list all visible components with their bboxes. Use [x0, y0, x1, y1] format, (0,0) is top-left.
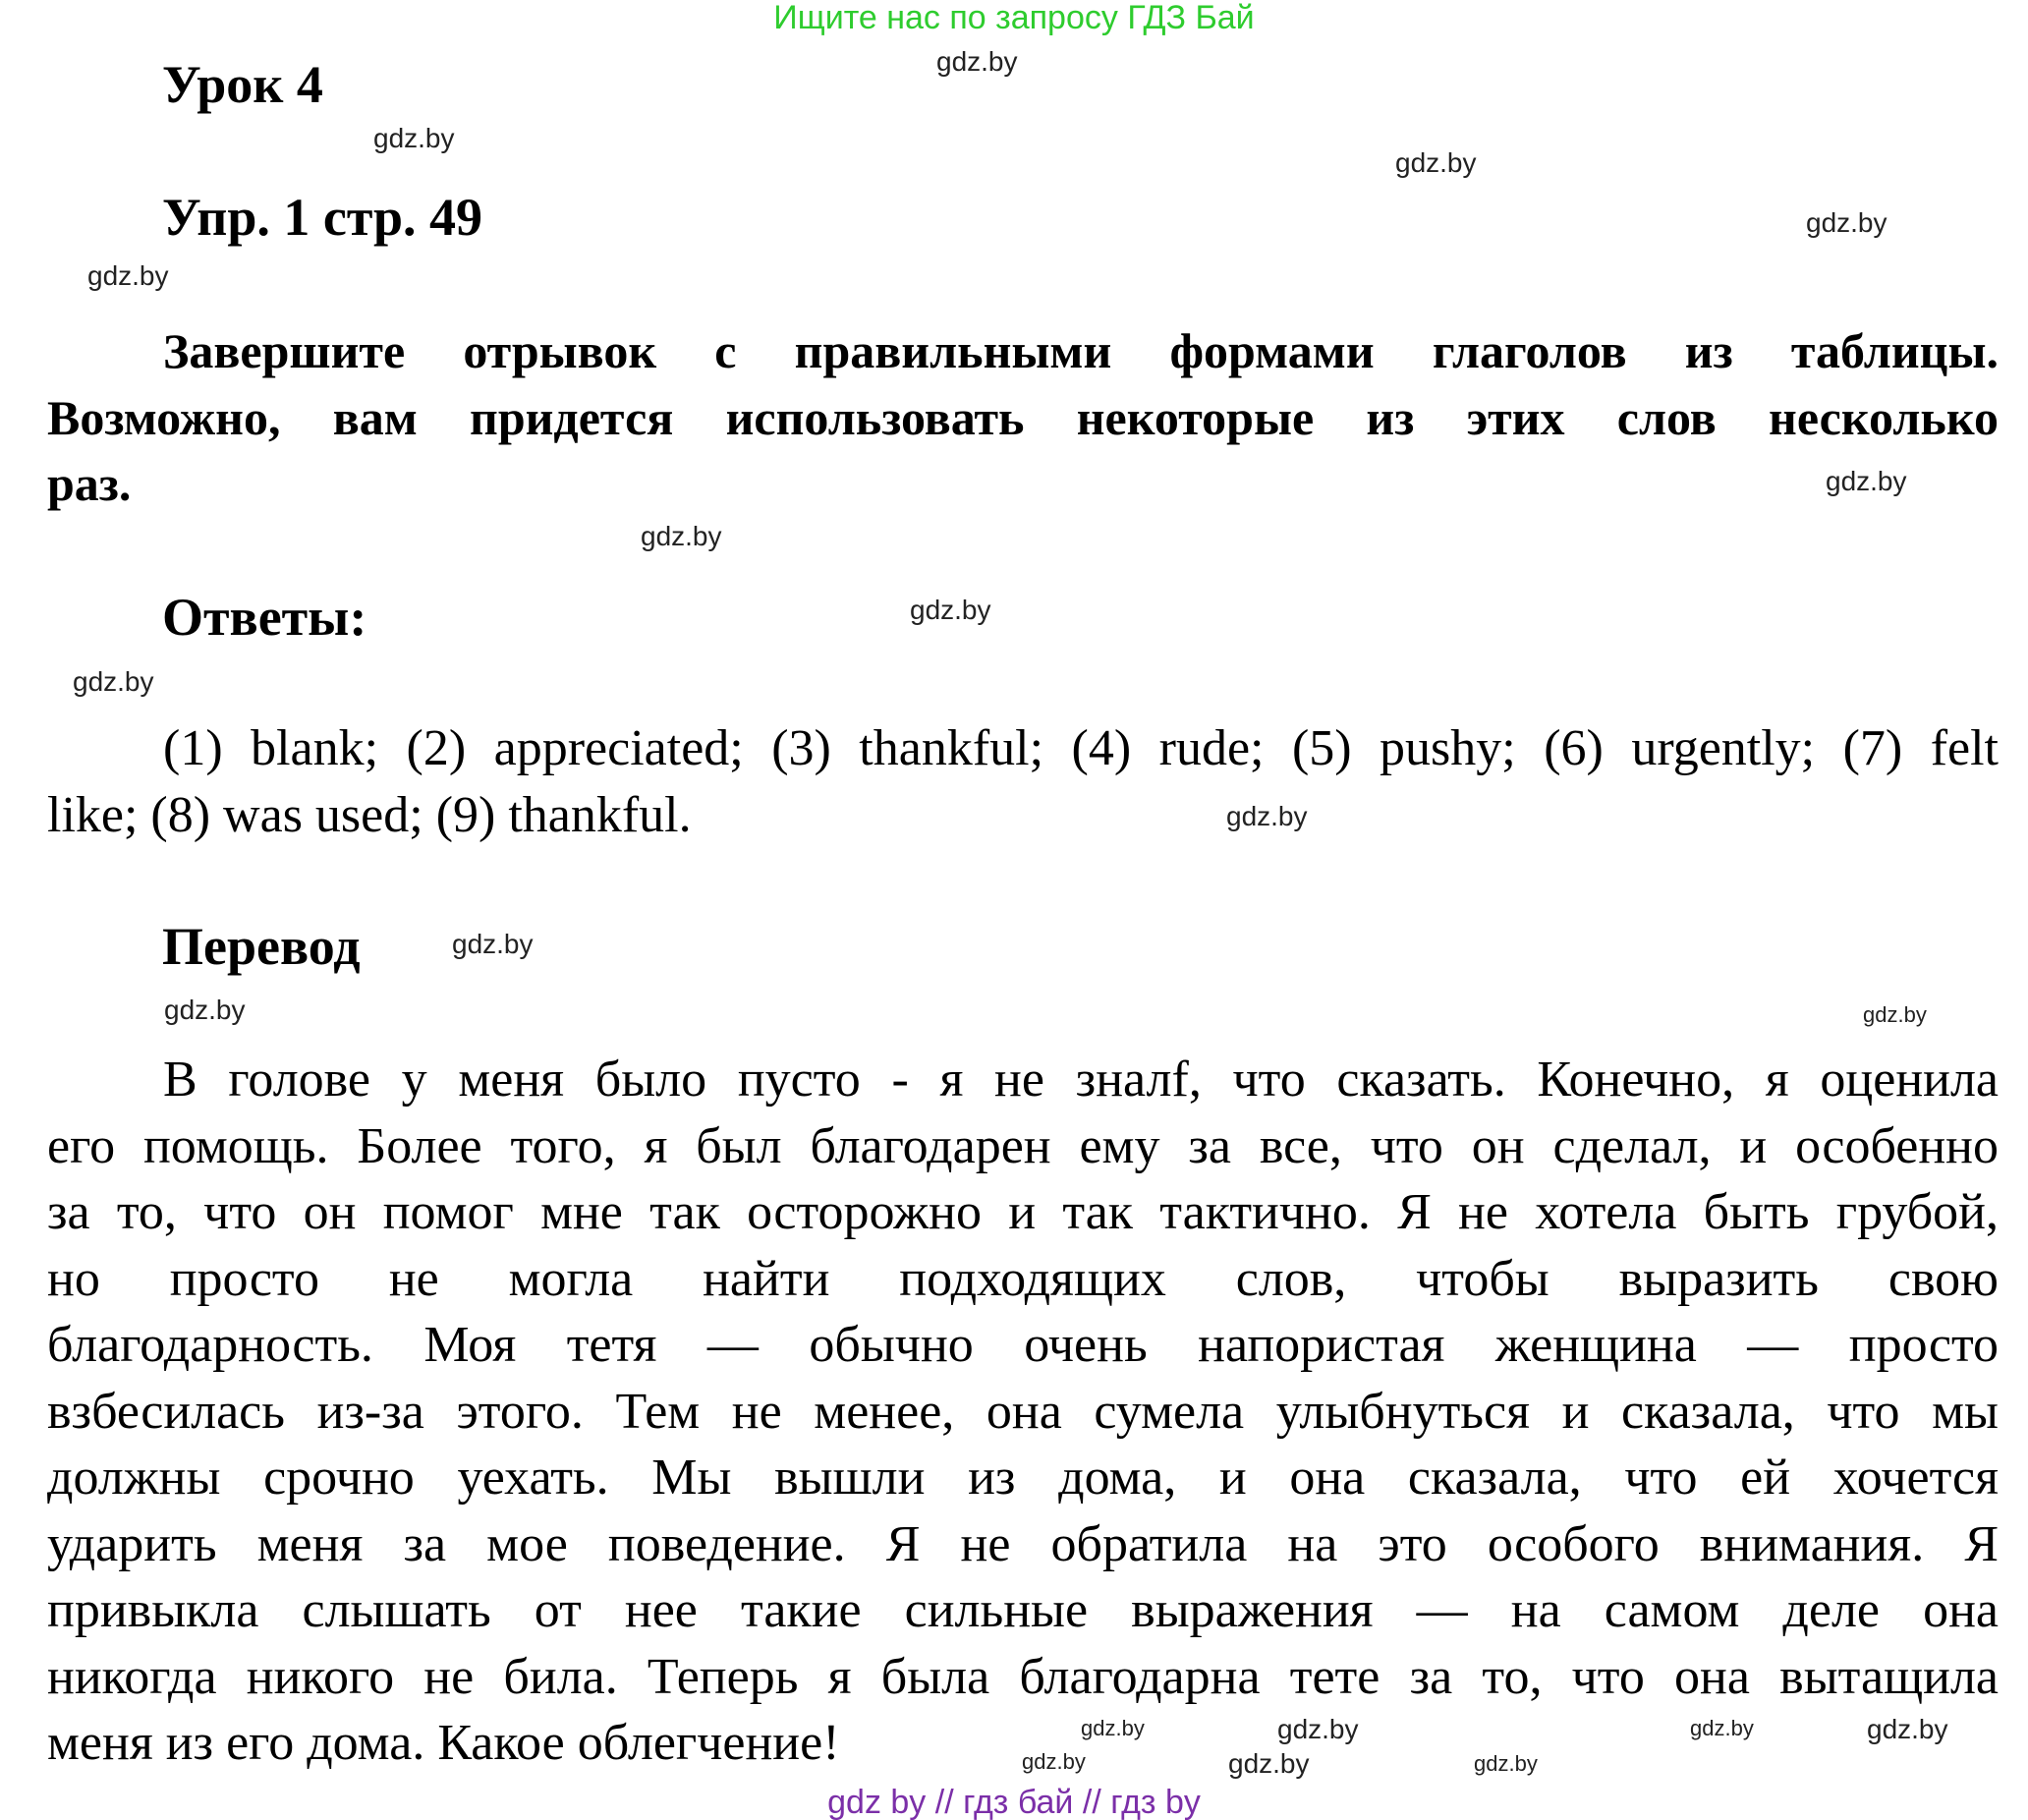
answers-paragraph	[47, 715, 1999, 848]
answers-line: (1) blank; (2) appreciated; (3) thankful; (4) rude; (5) pushy; (6) urgently; (7) felt	[163, 720, 1999, 776]
translation-paragraph	[47, 1047, 1999, 1777]
watermark: gdz.by	[1022, 1749, 1086, 1774]
top-banner: Ищите нас по запросу ГДЗ Бай	[773, 0, 1255, 36]
watermark: gdz.by	[87, 260, 169, 291]
translation-line: но просто не могла найти подходящих слов, чтобы выразить свою	[47, 1250, 1999, 1307]
instruction-line: Возможно, вам придется использовать некоторые из этих слов несколько	[47, 389, 1999, 445]
watermark: gdz.by	[1081, 1716, 1145, 1740]
translation-line: благодарность. Моя тетя — обычно очень напористая женщина — просто	[47, 1317, 1999, 1373]
watermark: gdz.by	[1826, 466, 1907, 496]
translation-line: его помощь. Более того, я был благодарен ему за все, что он сделал, и особенно	[47, 1117, 1999, 1174]
translation-line: В голове у меня было пусто - я не зналf, что сказать. Конечно, я оценила	[163, 1052, 1999, 1108]
watermark: gdz.by	[1277, 1714, 1359, 1744]
translation-line: взбесилась из-за этого. Тем не менее, она сумела улыбнуться и сказала, что мы	[47, 1383, 1999, 1440]
instruction-paragraph	[47, 318, 1999, 518]
watermark: gdz.by	[1690, 1716, 1754, 1740]
lesson-title: Урок 4	[162, 55, 323, 114]
translation-line: за то, что он помог мне так осторожно и так тактично. Я не хотела быть грубой,	[47, 1184, 1999, 1240]
watermark: gdz.by	[1863, 1002, 1927, 1027]
translation-heading: Перевод	[162, 917, 361, 976]
watermark: gdz.by	[910, 595, 991, 625]
translation-line: ударить меня за мое поведение. Я не обратила на это особого внимания. Я	[47, 1515, 1999, 1572]
watermark: gdz.by	[1806, 207, 1887, 238]
bottom-banner: gdz by // гдз бай // гдз by	[827, 1784, 1201, 1820]
watermark: gdz.by	[452, 929, 534, 959]
translation-line: привыкла слышать от нее такие сильные выражения — на самом деле она	[47, 1582, 1999, 1638]
exercise-title: Упр. 1 стр. 49	[162, 188, 483, 247]
translation-line: никогда никого не била. Теперь я была благодарна тете за то, что она вытащила	[47, 1648, 1999, 1705]
watermark: gdz.by	[936, 46, 1018, 77]
watermark: gdz.by	[73, 666, 154, 697]
watermark: gdz.by	[1474, 1751, 1538, 1776]
watermark: gdz.by	[1228, 1748, 1310, 1779]
instruction-line: раз.	[47, 456, 132, 511]
translation-line: должны срочно уехать. Мы вышли из дома, и она сказала, что ей хочется	[47, 1450, 1999, 1506]
watermark: gdz.by	[1867, 1714, 1948, 1744]
translation-line: меня из его дома. Какое облегчение!	[47, 1715, 840, 1771]
answers-line: like; (8) was used; (9) thankful.	[47, 786, 692, 843]
watermark: gdz.by	[1226, 801, 1308, 831]
instruction-line: Завершите отрывок с правильными формами глаголов из таблицы.	[163, 323, 1999, 378]
watermark: gdz.by	[373, 123, 455, 153]
answers-heading: Ответы:	[162, 588, 367, 647]
watermark: gdz.by	[641, 521, 722, 551]
watermark: gdz.by	[1395, 147, 1477, 178]
watermark: gdz.by	[164, 995, 246, 1025]
